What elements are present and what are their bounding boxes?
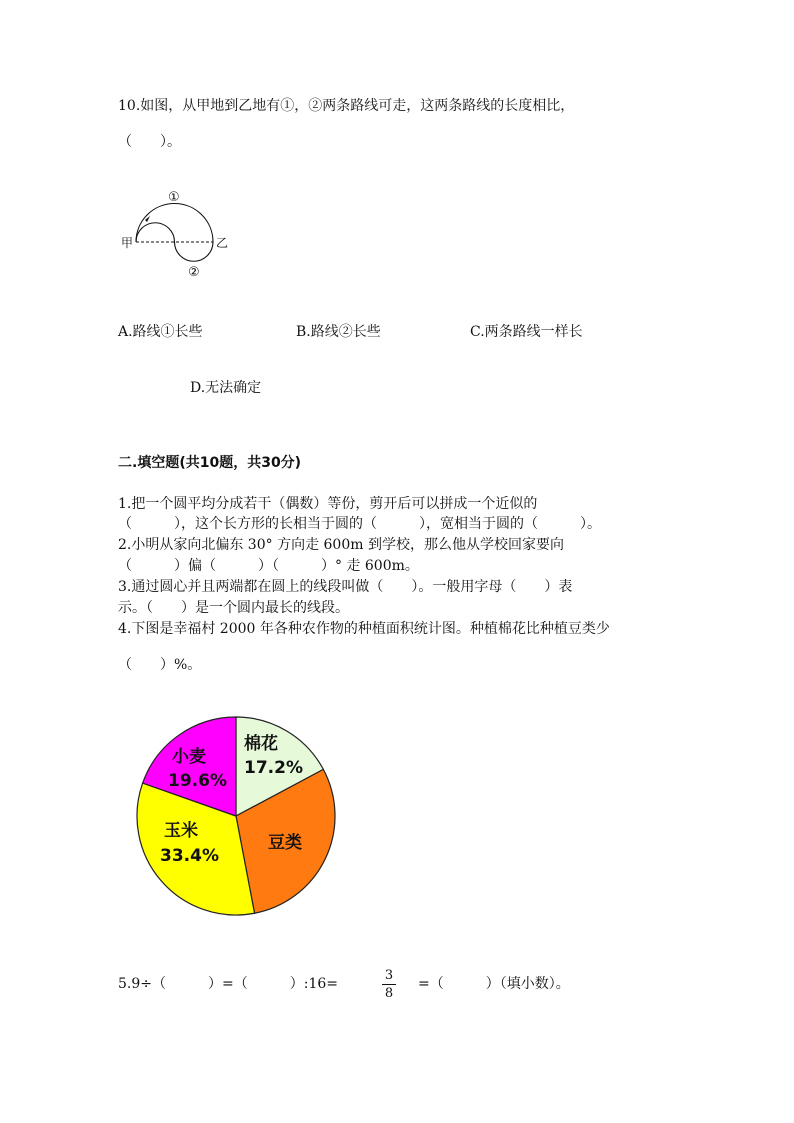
q10-option-a[interactable]: A.路线①长些 [118, 324, 203, 340]
q3-line2: 示。（ ）是一个圆内最长的线段。 [118, 600, 349, 616]
q1-line1: 1.把一个圆平均分成若干（偶数）等份，剪开后可以拼成一个近似的 [118, 496, 538, 512]
q10-option-d[interactable]: D.无法确定 [190, 380, 262, 396]
slice-label-corn-name: 玉米 [164, 821, 198, 841]
slice-label-wheat-pct: 19.6% [168, 771, 227, 791]
slice-label-cotton-name: 棉花 [244, 734, 278, 754]
route2-label: ② [188, 265, 200, 280]
q10-blank: （ ）。 [118, 134, 181, 150]
section-title: 二.填空题(共10题，共30分) [118, 455, 302, 471]
label-start: 甲 [121, 236, 134, 250]
q3-line1: 3.通过圆心并且两端都在圆上的线段叫做（ ）。一般用字母（ ）表 [118, 579, 573, 595]
q2-line2: （ ）偏（ ）（ ）° 走 600m。 [118, 558, 419, 574]
q5-part2: =（ ）（填小数）。 [418, 976, 570, 992]
route1-label: ① [168, 190, 180, 205]
slice-label-wheat-name: 小麦 [172, 747, 206, 767]
q2-line1: 2.小明从家向北偏东 30° 方向走 600m 到学校，那么他从学校回家要向 [118, 537, 564, 553]
label-end: 乙 [216, 236, 229, 250]
slice-label-bean-name: 豆类 [268, 833, 302, 853]
q1-line2: （ ），这个长方形的长相当于圆的（ ），宽相当于圆的（ ）。 [118, 516, 601, 532]
q4-line2: （ ）%。 [118, 657, 202, 673]
q10-option-c[interactable]: C.两条路线一样长 [470, 324, 583, 340]
slice-label-cotton-pct: 17.2% [244, 758, 303, 778]
q4-line1: 4.下图是幸福村 2000 年各种农作物的种植面积统计图。种植棉花比种植豆类少 [118, 621, 610, 637]
q5-part1: 5.9÷（ ）=（ ）:16= [118, 976, 338, 992]
fraction-bar [382, 984, 396, 985]
route1-path [136, 204, 213, 243]
slice-label-corn-pct: 33.4% [160, 846, 219, 866]
pie-chart [130, 710, 342, 922]
q10-stem: 10.如图，从甲地到乙地有①，②两条路线可走，这两条路线的长度相比， [118, 98, 575, 114]
route-figure [112, 182, 229, 282]
fraction-denominator: 8 [384, 986, 394, 1001]
fraction [382, 968, 396, 1001]
q10-option-b[interactable]: B.路线②长些 [296, 324, 381, 340]
fraction-numerator: 3 [384, 968, 394, 983]
